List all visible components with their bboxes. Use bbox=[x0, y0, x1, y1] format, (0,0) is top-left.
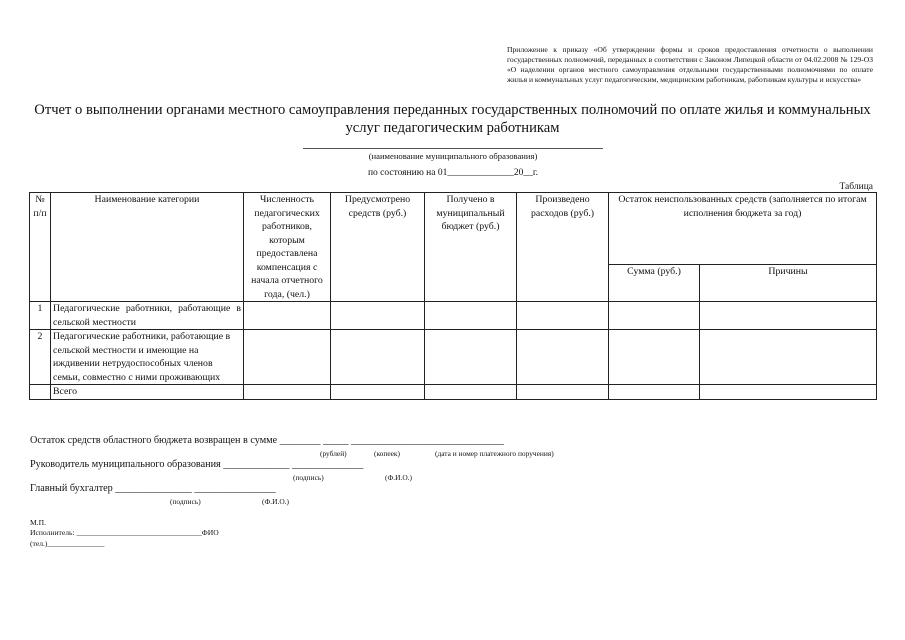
cell-count bbox=[244, 302, 331, 330]
header-sum: Сумма (руб.) bbox=[609, 264, 700, 301]
cell-planned bbox=[331, 330, 425, 385]
accountant-line: Главный бухгалтер _______________ ________________ bbox=[30, 483, 276, 494]
head-line: Руководитель муниципального образования _____________ ______________ bbox=[30, 459, 364, 470]
cell-reasons bbox=[700, 385, 877, 400]
header-row bbox=[30, 193, 877, 265]
cell-received bbox=[425, 302, 517, 330]
header-reasons: Причины bbox=[700, 264, 877, 301]
head-caption-sign: (подпись) bbox=[293, 473, 324, 482]
cell-planned bbox=[331, 385, 425, 400]
accountant-caption-name: (Ф.И.О.) bbox=[262, 497, 289, 506]
header-received: Получено в муниципальный бюджет (руб.) bbox=[425, 193, 517, 302]
head-caption-name: (Ф.И.О.) bbox=[385, 473, 412, 482]
header-planned: Предусмотрено средств (руб.) bbox=[331, 193, 425, 302]
cell-received bbox=[425, 330, 517, 385]
report-table bbox=[29, 192, 877, 400]
cell-planned bbox=[331, 302, 425, 330]
header-count: Численность педагогических работников, которым предоставлена компенсация с начала отчетного года, (чел.) bbox=[244, 193, 331, 302]
table-row bbox=[30, 302, 877, 330]
row-category: Педагогические работники, работающие в сельской местности bbox=[51, 302, 244, 330]
cell-reasons bbox=[700, 302, 877, 330]
table-label: Таблица bbox=[839, 182, 873, 192]
executor-line: Исполнитель: _________________________________ФИО bbox=[30, 528, 219, 537]
cell-count bbox=[244, 385, 331, 400]
cell-sum bbox=[609, 302, 700, 330]
total-label: Всего bbox=[51, 385, 244, 400]
row-category: Педагогические работники, работающие в сельской местности и имеющие на иждивении нетрудоспособных членов семьи, совместно с ними проживающих bbox=[51, 330, 244, 385]
cell-count bbox=[244, 330, 331, 385]
row-num: 1 bbox=[30, 302, 51, 330]
cell-reasons bbox=[700, 330, 877, 385]
phone-line: (тел.)_______________ bbox=[30, 539, 105, 548]
header-num: № п/п bbox=[30, 193, 51, 302]
returned-line: Остаток средств областного бюджета возвращен в сумме ________ _____ ______________________________ bbox=[30, 435, 504, 446]
stamp-mark: М.П. bbox=[30, 518, 47, 527]
total-num bbox=[30, 385, 51, 400]
returned-caption-kop: (копеек) bbox=[374, 449, 400, 458]
table-row bbox=[30, 330, 877, 385]
returned-caption-doc: (дата и номер платежного поручения) bbox=[435, 449, 554, 458]
row-num: 2 bbox=[30, 330, 51, 385]
cell-spent bbox=[517, 330, 609, 385]
header-category: Наименование категории bbox=[51, 193, 244, 302]
header-remainder: Остаток неиспользованных средств (заполняется по итогам исполнения бюджета за год) bbox=[609, 193, 877, 265]
report-title: Отчет о выполнении органами местного самоуправления переданных государственных полномочий по оплате жилья и коммунальных услуг педагогическим работникам bbox=[34, 102, 871, 136]
accountant-caption-sign: (подпись) bbox=[170, 497, 201, 506]
cell-spent bbox=[517, 385, 609, 400]
cell-sum bbox=[609, 330, 700, 385]
report-date: по состоянию на 01______________20__г. bbox=[367, 168, 539, 178]
municipality-line bbox=[303, 148, 603, 149]
cell-sum bbox=[609, 385, 700, 400]
appendix-note: Приложение к приказу «Об утверждении формы и сроков предоставления отчетности о выполнении государственных полномочий, переданных в соответствии с Законом Липецкой области от 04.02.2008 № 129-ОЗ «О наделении органов местного самоуправления отдельными государственными полномочиями по оплате жилья и коммунальных услуг педагогическим, медицинским работникам, работникам культуры и искусства» bbox=[507, 45, 873, 84]
cell-spent bbox=[517, 302, 609, 330]
total-row bbox=[30, 385, 877, 400]
header-spent: Произведено расходов (руб.) bbox=[517, 193, 609, 302]
returned-caption-rub: (рублей) bbox=[320, 449, 347, 458]
municipality-caption: (наименование муниципального образования) bbox=[368, 151, 538, 161]
cell-received bbox=[425, 385, 517, 400]
